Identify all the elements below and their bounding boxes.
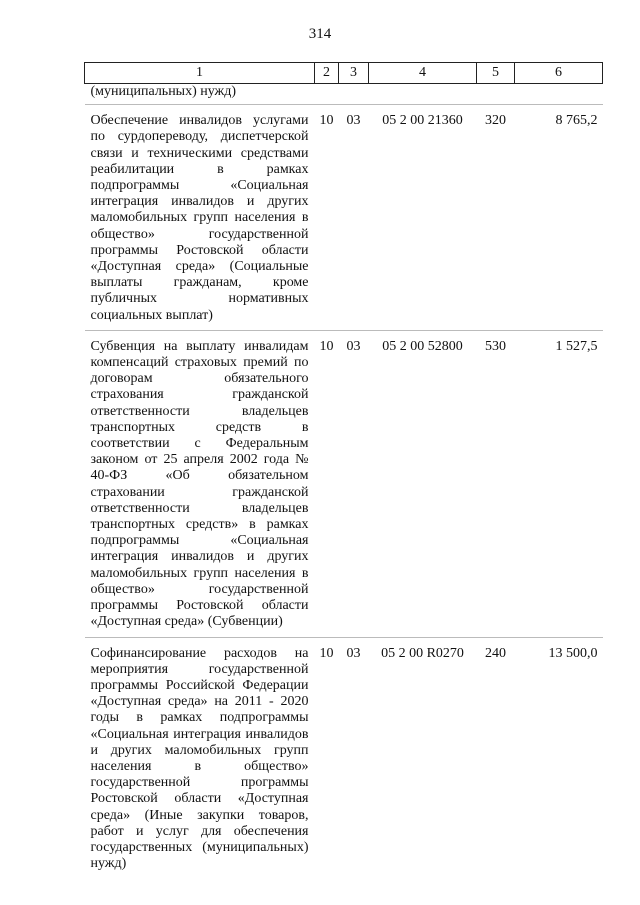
row-expense-type: 320 xyxy=(477,105,515,331)
row-description: Субвенция на выплату инвалидам компенсаций страховых премий по договорам обязательного страхования гражданской ответственности владельцев транспортных средств в соответствии с Федеральным законом от 25 апреля 2002 года № 40-ФЗ «Об обязательном страховании гражданской ответственности владельцев транспортных средств» в рамках подпрограммы «Социальная интеграция инвалидов и других маломобильных групп населения в общество» государственной программы Ростовской области «Доступная среда» (Субвенции) xyxy=(85,330,315,637)
row-expense-type: 530 xyxy=(477,330,515,637)
row-description: Обеспечение инвалидов услугами по сурдопереводу, диспетчерской связи и техническими средствами реабилитации в рамках подпрограммы «Социальная интеграция инвалидов и других маломобильных групп населения в общество» государственной программы Ростовской области «Доступная среда» (Социальные выплаты гражданам, кроме публичных нормативных социальных выплат) xyxy=(85,105,315,331)
budget-table xyxy=(84,62,603,878)
header-col-5: 5 xyxy=(477,63,515,84)
row-target-code: 05 2 00 R0270 xyxy=(369,637,477,878)
row-section: 10 xyxy=(315,637,339,878)
row-section: 10 xyxy=(315,330,339,637)
table-row xyxy=(85,637,603,878)
row-expense-type: 240 xyxy=(477,637,515,878)
continuation-row xyxy=(85,84,603,105)
continuation-text: (муниципальных) нужд) xyxy=(90,84,237,99)
row-amount: 8 765,2 xyxy=(515,105,603,331)
header-col-4: 4 xyxy=(369,63,477,84)
header-col-2: 2 xyxy=(315,63,339,84)
table-row xyxy=(85,330,603,637)
table-header xyxy=(85,63,603,84)
row-target-code: 05 2 00 52800 xyxy=(369,330,477,637)
row-section: 10 xyxy=(315,105,339,331)
row-subsection: 03 xyxy=(339,637,369,878)
header-col-6: 6 xyxy=(515,63,603,84)
row-amount: 13 500,0 xyxy=(515,637,603,878)
table-row xyxy=(85,105,603,331)
row-target-code: 05 2 00 21360 xyxy=(369,105,477,331)
row-description: Софинансирование расходов на мероприятия государственной программы Российской Федерации «Доступная среда» на 2011 - 2020 годы в рамках подпрограммы «Социальная интеграция инвалидов и других маломобильных групп населения в общество» государственной программы Ростовской области «Доступная среда» (Иные закупки товаров, работ и услуг для обеспечения государственных (муниципальных) нужд) xyxy=(85,637,315,878)
page-number: 314 xyxy=(308,26,332,42)
row-subsection: 03 xyxy=(339,105,369,331)
row-amount: 1 527,5 xyxy=(515,330,603,637)
row-subsection: 03 xyxy=(339,330,369,637)
header-col-1: 1 xyxy=(85,63,315,84)
header-col-3: 3 xyxy=(339,63,369,84)
